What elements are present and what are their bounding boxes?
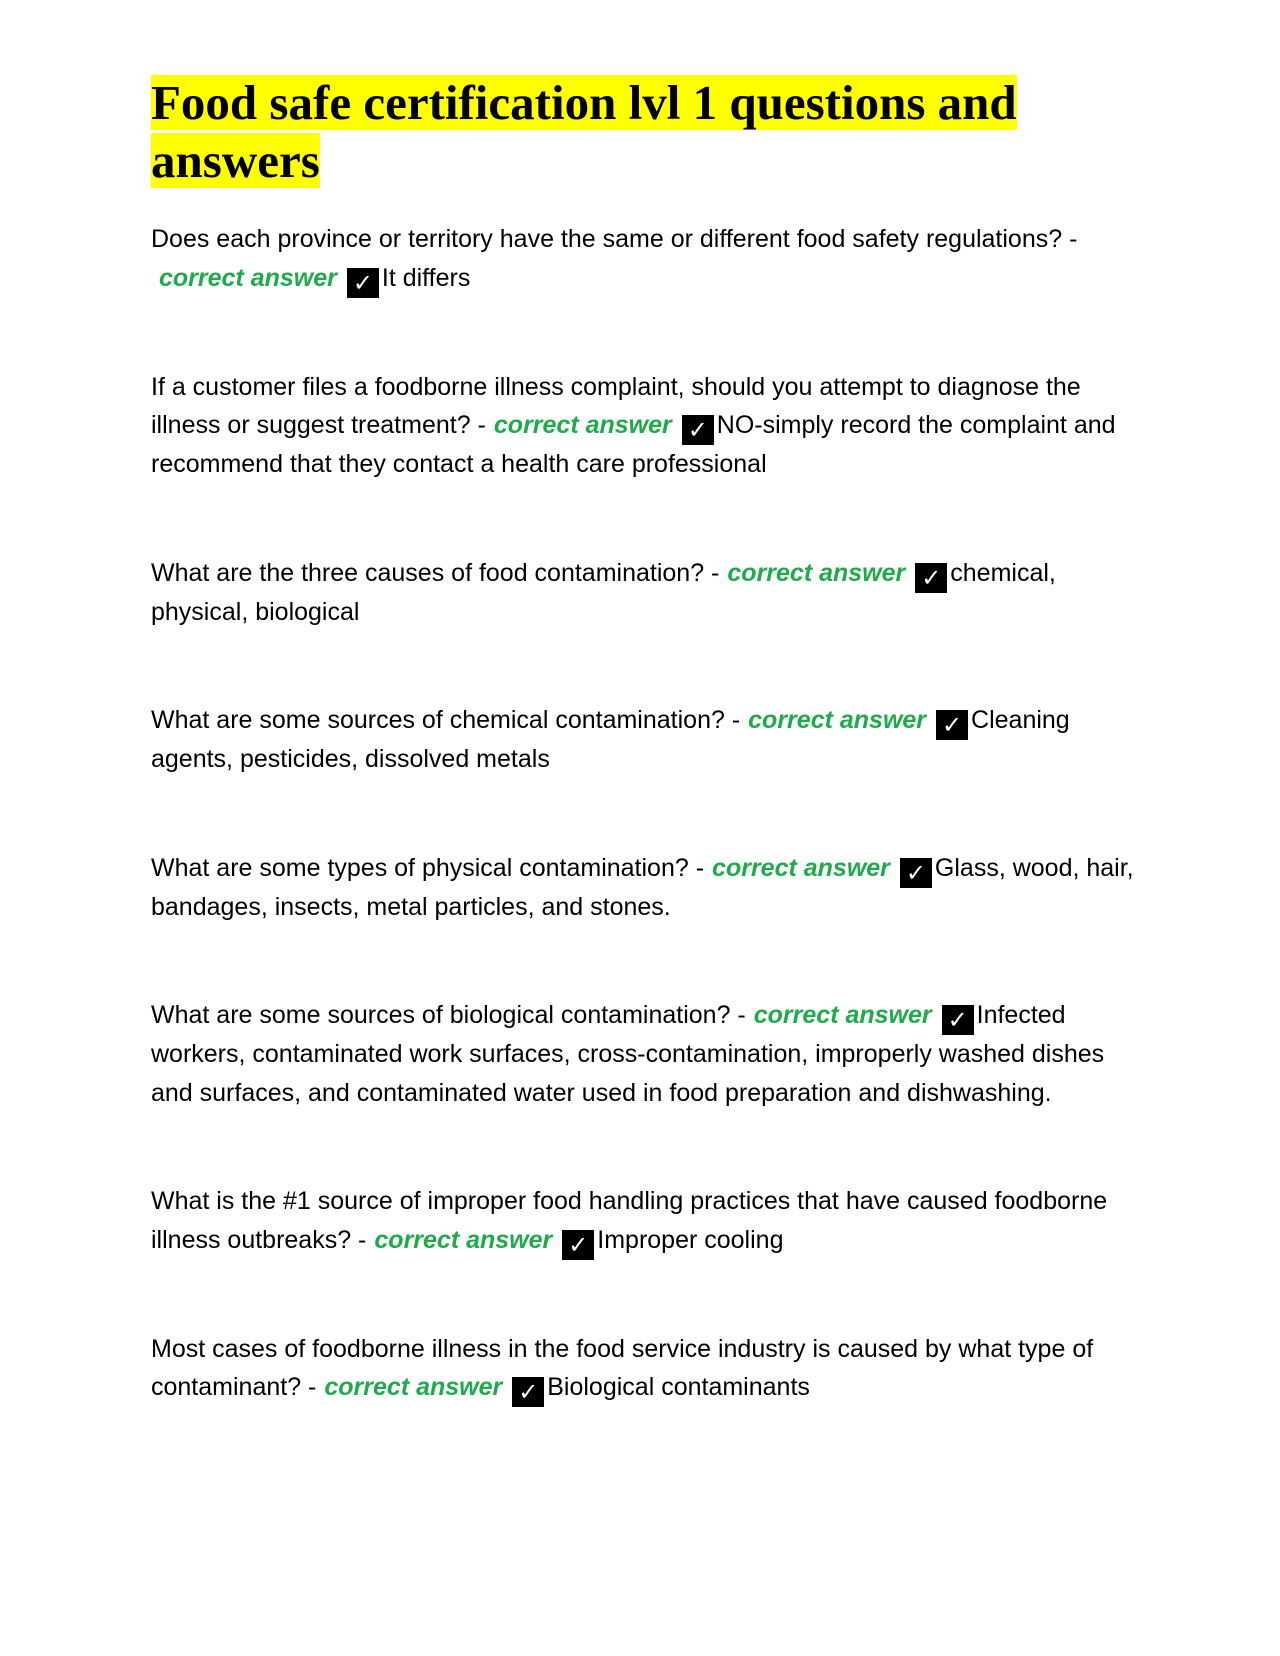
correct-answer-label: correct answer bbox=[374, 1225, 553, 1254]
checkmark-icon: ✓ bbox=[942, 1005, 974, 1035]
document-title bbox=[151, 74, 1141, 190]
checkmark-icon: ✓ bbox=[915, 563, 947, 593]
qa-item-2 bbox=[151, 368, 1141, 484]
answer-text: Biological contaminants bbox=[547, 1373, 810, 1401]
qa-item-6 bbox=[151, 996, 1141, 1112]
qa-item-8 bbox=[151, 1330, 1141, 1408]
answer-text: NO-simply record the complaint and recommend that they contact a health care professional bbox=[151, 411, 1116, 478]
correct-answer-label: correct answer bbox=[727, 558, 906, 587]
checkmark-icon: ✓ bbox=[562, 1230, 594, 1260]
answer-text: Improper cooling bbox=[597, 1225, 784, 1254]
correct-answer-label: correct answer bbox=[753, 1001, 932, 1029]
document-page bbox=[151, 74, 1141, 1477]
question-text: Most cases of foodborne illness in the food service industry is caused by what type of contaminant? - bbox=[151, 1334, 1094, 1401]
qa-item-5 bbox=[151, 849, 1141, 927]
correct-answer-label: correct answer bbox=[493, 411, 672, 439]
correct-answer-label: correct answer bbox=[712, 853, 890, 882]
qa-item-3 bbox=[151, 554, 1141, 632]
answer-text: Infected workers, contaminated work surfaces, cross-contamination, improperly washed dishes and surfaces, and contaminated water used in food preparation and dishwashing. bbox=[151, 1001, 1105, 1107]
answer-text: Glass, wood, hair, bandages, insects, metal particles, and stones. bbox=[151, 853, 1134, 921]
question-text: What are some sources of biological contamination? - bbox=[151, 1001, 746, 1029]
checkmark-icon: ✓ bbox=[347, 268, 379, 298]
question-text: What are some sources of chemical contamination? - bbox=[151, 706, 741, 734]
question-text: If a customer files a foodborne illness complaint, should you attempt to diagnose the illness or suggest treatment? - bbox=[151, 372, 1081, 439]
checkmark-icon: ✓ bbox=[682, 415, 714, 445]
answer-text: It differs bbox=[381, 263, 471, 292]
answer-text: chemical, physical, biological bbox=[151, 558, 1056, 626]
checkmark-icon: ✓ bbox=[900, 858, 932, 888]
qa-item-7 bbox=[151, 1182, 1141, 1260]
question-text: What is the #1 source of improper food handling practices that have caused foodborne illness outbreaks? - bbox=[151, 1187, 1108, 1254]
question-text: What are some types of physical contamination? - bbox=[151, 853, 705, 882]
qa-item-1 bbox=[151, 220, 1141, 298]
question-text: What are the three causes of food contamination? - bbox=[151, 558, 720, 587]
correct-answer-label: correct answer bbox=[324, 1373, 503, 1401]
correct-answer-label: correct answer bbox=[159, 263, 337, 292]
question-text: Does each province or territory have the same or different food safety regulations? - bbox=[151, 225, 1078, 253]
checkmark-icon: ✓ bbox=[512, 1377, 544, 1407]
checkmark-icon: ✓ bbox=[936, 710, 968, 740]
qa-item-4 bbox=[151, 701, 1141, 779]
correct-answer-label: correct answer bbox=[748, 706, 927, 734]
document-title-text: Food safe certification lvl 1 questions and answers bbox=[151, 75, 1017, 188]
answer-text: Cleaning agents, pesticides, dissolved metals bbox=[151, 706, 1070, 773]
